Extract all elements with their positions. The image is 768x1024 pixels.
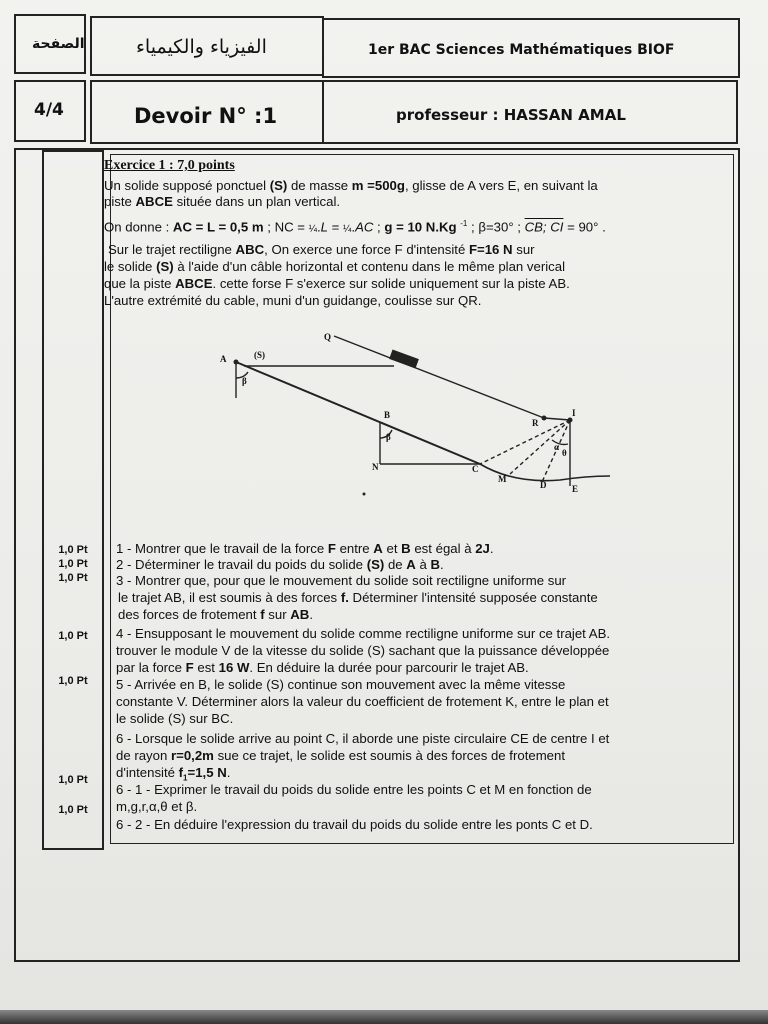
class-title: 1er BAC Sciences Mathématiques BIOF xyxy=(368,42,675,58)
intro-line-4: Sur le trajet rectiligne ABC, On exerce une force F d'intensité F=16 N sur xyxy=(108,242,535,257)
class-cell xyxy=(322,18,740,78)
point-i-dot xyxy=(568,418,573,423)
point-a-dot xyxy=(234,360,239,365)
page-label-cell xyxy=(14,14,86,74)
question-2: 2 - Déterminer le travail du poids du solide (S) de A à B. xyxy=(116,557,444,572)
intro-line-3: On donne : AC = L = 0,5 m ; NC = ¼.L = ¼.AC ; g = 10 N.Kg $^{-1}$ ; β=30° ; CB; CI = 90° . xyxy=(104,219,606,235)
question-5-line-2: constante V. Déterminer alors la valeur du coefficient de frotement K, entre le plan et xyxy=(116,694,609,709)
question-3-line-2: le trajet AB, il est soumis à des forces f. Déterminer l'intensité supposée constante xyxy=(118,590,598,605)
page-number: 4/4 xyxy=(34,100,64,120)
question-4-line-1: 4 - Ensupposant le mouvement du solide comme rectiligne uniforme sur ce trajet AB. xyxy=(116,626,611,641)
label-r: R xyxy=(532,418,539,428)
points-q2: 1,0 Pt xyxy=(58,558,88,570)
label-beta-b: β xyxy=(386,432,391,442)
question-5-line-1: 5 - Arrivée en B, le solide (S) continue son mouvement avec la même vitesse xyxy=(116,677,566,692)
label-c: C xyxy=(472,464,479,474)
radius-im xyxy=(510,420,570,474)
incline-ac xyxy=(236,362,480,464)
label-e: E xyxy=(572,484,579,494)
question-4-line-2: trouver le module V de la vitesse du solide (S) sachant que la puissance développée xyxy=(116,643,610,658)
professor-cell xyxy=(322,80,738,144)
points-q6-2: 1,0 Pt xyxy=(58,804,88,816)
question-6-1-line-2: m,g,r,α,θ et β. xyxy=(116,799,198,814)
devoir-cell xyxy=(90,80,324,144)
question-3-line-1: 3 - Montrer que, pour que le mouvement du solide soit rectiligne uniforme sur xyxy=(116,573,567,588)
segment-ri xyxy=(544,418,570,420)
points-q1: 1,0 Pt xyxy=(58,544,88,556)
label-a: A xyxy=(220,354,227,364)
track-diagram xyxy=(214,326,614,506)
label-n: N xyxy=(372,462,379,472)
intro-line-7: L'autre extrémité du cable, muni d'un guidange, coulisse sur QR. xyxy=(104,293,482,308)
question-5-line-3: le solide (S) sur BC. xyxy=(116,711,234,726)
intro-line-2: piste ABCE située dans un plan vertical. xyxy=(104,194,341,209)
label-d: D xyxy=(540,480,547,490)
points-q4: 1,0 Pt xyxy=(58,630,88,642)
subject-cell xyxy=(90,16,324,76)
label-b: B xyxy=(384,410,391,420)
question-6-line-1: 6 - Lorsque le solide arrive au point C, il aborde une piste circulaire CE de centre I et xyxy=(116,731,610,746)
label-i: I xyxy=(572,408,576,418)
points-column xyxy=(42,150,104,850)
label-m: M xyxy=(498,474,507,484)
point-r-dot xyxy=(542,416,547,421)
page-label-ar: الصفحة xyxy=(32,36,85,52)
exercise-title: Exercice 1 : 7,0 points xyxy=(104,158,235,173)
intro-line-1: Un solide supposé ponctuel (S) de masse m =500g, glisse de A vers E, en suivant la xyxy=(104,178,598,193)
label-s: (S) xyxy=(254,350,265,360)
label-q: Q xyxy=(324,332,332,342)
label-theta: θ xyxy=(562,448,567,458)
stray-dot xyxy=(363,493,366,496)
page-number-cell xyxy=(14,80,86,142)
label-beta-a: β xyxy=(242,376,247,386)
question-4-line-3: par la force F est 16 W. En déduire la durée pour parcourir le trajet AB. xyxy=(116,660,529,675)
label-alpha: α xyxy=(554,442,560,452)
question-6-2: 6 - 2 - En déduire l'expression du travail du poids du solide entre les ponts C et D. xyxy=(116,817,593,832)
points-q5: 1,0 Pt xyxy=(58,675,88,687)
question-3-line-3: des forces de frotement f sur AB. xyxy=(118,607,314,622)
question-6-line-3: d'intensité $f_1=1,5$ N. xyxy=(116,765,231,783)
intro-line-6: que la piste ABCE. cette forse F s'exerce sur solide uniquement sur la piste AB. xyxy=(104,276,570,291)
question-6-1-line-1: 6 - 1 - Exprimer le travail du poids du solide entre les points C et M en fonction de xyxy=(116,782,592,797)
points-q3: 1,0 Pt xyxy=(58,572,88,584)
points-q6-1: 1,0 Pt xyxy=(58,774,88,786)
question-6-line-2: de rayon r=0,2m sue ce trajet, le solide est soumis à des forces de frotement xyxy=(116,748,566,763)
subject-title-ar: الفيزياء والكيمياء xyxy=(136,36,267,58)
photo-bottom-edge xyxy=(0,1010,768,1024)
guide-rail-qr xyxy=(334,336,544,418)
devoir-title: Devoir N° :1 xyxy=(134,104,278,128)
professor-name: professeur : HASSAN AMAL xyxy=(396,106,626,124)
intro-line-5: le solide (S) à l'aide d'un câble horizontal et contenu dans le même plan verical xyxy=(104,259,566,274)
question-1: 1 - Montrer que le travail de la force F entre A et B est égal à 2J. xyxy=(116,541,494,556)
